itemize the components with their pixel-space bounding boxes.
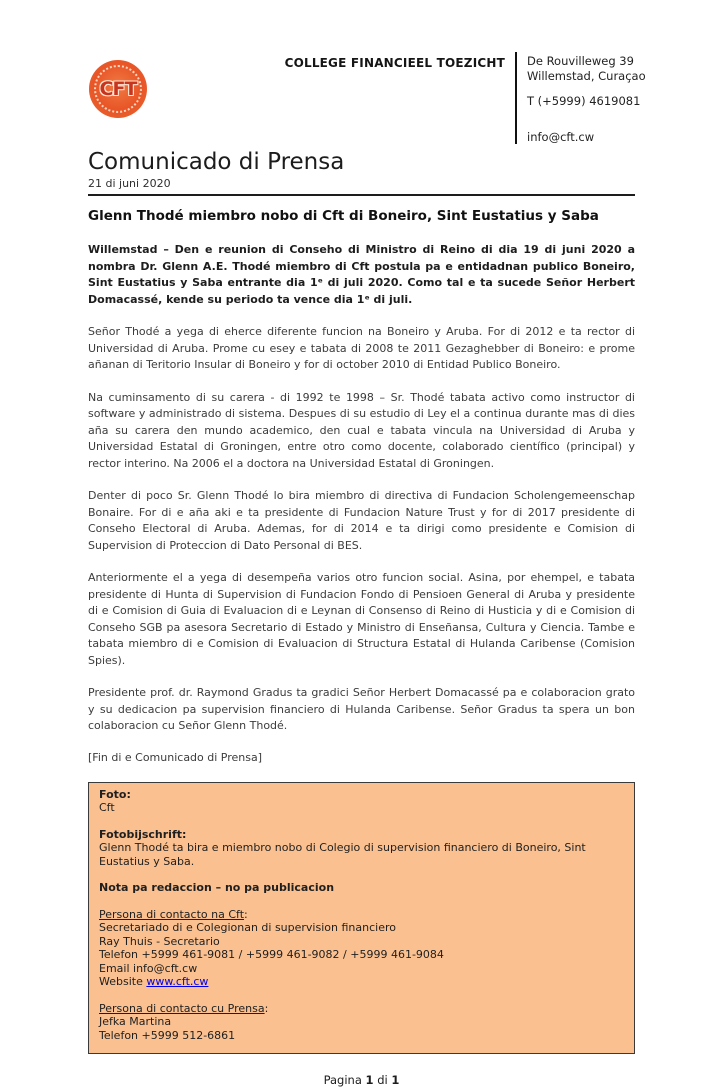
contact-cft-heading — [99, 908, 624, 922]
document-body — [88, 148, 635, 1087]
body-paragraph: Presidente prof. dr. Raymond Gradus ta gradici Señor Herbert Domacassé pa e colaboracion grato y su dedicacion pa supervision financiero di Hulanda Caribense. Señor Gradus ta spera un bon colaboracion cu Señor Glenn Thodé. — [88, 686, 635, 732]
contact-line: Telefon +5999 512-6861 — [99, 1028, 236, 1042]
contact-website-line — [99, 975, 624, 989]
caption-label: Fotobijschrift: — [99, 827, 187, 841]
body-paragraph: Señor Thodé a yega di eherce diferente funcion na Boneiro y Aruba. For di 2012 e ta rector di Universidad di Aruba. Prome cu esey e tabata di 2008 te 2011 Gezaghebber di Boneiro: e prome añanan di Teritorio Insular di Boneiro y for di october 2010 di Entidad Publico Boneiro. — [88, 325, 635, 371]
organization-name: COLLEGE FINANCIEEL TOEZICHT — [284, 56, 505, 70]
phone-number: T (+5999) 4619081 — [527, 94, 641, 108]
page-footer — [88, 1073, 635, 1087]
page-number: 1 — [365, 1073, 374, 1087]
address-line: De Rouvilleweg 39 — [527, 54, 634, 68]
page-indicator-mid: di — [373, 1073, 392, 1087]
page-indicator-prefix: Pagina — [323, 1073, 366, 1087]
contact-line: Telefon +5999 461-9081 / +5999 461-9082 / +5999 461-9084 — [99, 948, 444, 961]
lead-paragraph: Willemstad – Den e reunion di Conseho di Ministro di Reino di dia 19 di juni 2020 a nombra Dr. Glenn A.E. Thodé miembro di Cft postula pa e entidadnan publico Boneiro, Sint Eustatius y Saba entrante dia 1ᵉ di juli 2020. Como tal e ta sucede Señor Herbert Domacassé, kende su periodo ta vence dia 1ᵉ di juli. — [88, 243, 635, 306]
cft-logo-text: CFT — [99, 78, 137, 100]
letterhead — [0, 0, 724, 148]
header-divider — [515, 52, 517, 144]
contact-line: Secretariado di e Colegionan di supervision financiero — [99, 921, 396, 934]
contact-line: Jefka Martina — [99, 1015, 172, 1028]
website-label: Website — [99, 975, 147, 988]
header-contact-block — [527, 54, 646, 145]
colon: : — [244, 907, 248, 921]
body-paragraph: Anteriormente el a yega di desempeña varios otro funcion social. Asina, por ehempel, e tabata presidente di Hunta di Supervision di Fundacion Fondo di Pensioen General di Aruba y presidente di e Comision di Guia di Evaluacion di e Leynan di Consenso di Reino di Husticia y di e Comision di Conseho SGB pa asesora Secretario di Estado y Ministro di Enseñansa, Cultura y Ciencia. Tambe e tabata miembro di e Comision di Evaluacion di Structura Estatal di Hulanda Caribense (Comision Spies). — [88, 571, 635, 667]
photo-credit: Cft — [99, 801, 115, 814]
contact-email-line: Email info@cft.cw — [99, 961, 198, 975]
body-paragraph: Na cuminsamento di su carera - di 1992 te 1998 – Sr. Thodé tabata activo como instructor di software y administrado di sistema. Despues di su estudio di Ley el a continua durante mas di dies aña su carera den mundo academico, den cual e tabata vincula na Universidad di Aruba y Universidad Estatal di Groningen, entre otro como docente, colaborado científico (principal) y rector interino. Na 2006 el a doctora na Universidad Estatal di Groningen. — [88, 390, 635, 470]
website-link[interactable]: www.cft.cw — [146, 975, 209, 988]
photo-label: Foto: — [99, 787, 131, 801]
body-paragraph: Denter di poco Sr. Glenn Thodé lo bira miembro di directiva di Fundacion Scholengemeenschap Bonaire. For di e aña aki e ta presidente di Fundacion Nature Trust y for di 2017 presidente di Conseho Electoral di Aruba. Ademas, for di 2014 e ta dirigi como presidente e Comision di Supervision di Proteccion di Dato Personal di BES. — [88, 489, 635, 552]
closing-line: [Fin di e Comunicado di Prensa] — [88, 750, 263, 764]
article-headline: Glenn Thodé miembro nobo di Cft di Boneiro, Sint Eustatius y Saba — [88, 208, 599, 224]
contact-cft-heading-text: Persona di contacto na Cft — [99, 907, 245, 921]
contact-press-heading — [99, 1002, 624, 1016]
contact-line: Ray Thuis - Secretario — [99, 934, 220, 948]
address-line: Willemstad, Curaçao — [527, 69, 646, 83]
email-address: info@cft.cw — [527, 130, 595, 144]
cft-logo — [89, 60, 147, 118]
document-date: 21 di juni 2020 — [88, 177, 171, 190]
press-note-box — [88, 782, 635, 1055]
editorial-note: Nota pa redaccion – no pa publicacion — [99, 881, 335, 894]
contact-press-heading-text: Persona di contacto cu Prensa — [99, 1001, 265, 1015]
colon: : — [264, 1001, 269, 1015]
page-total: 1 — [391, 1073, 400, 1087]
caption-text: Glenn Thodé ta bira e miembro nobo di Colegio di supervision financiero di Boneiro, Sint Eustatius y Saba. — [99, 841, 586, 868]
title-rule — [88, 194, 635, 196]
page-title: Comunicado di Prensa — [88, 149, 345, 175]
